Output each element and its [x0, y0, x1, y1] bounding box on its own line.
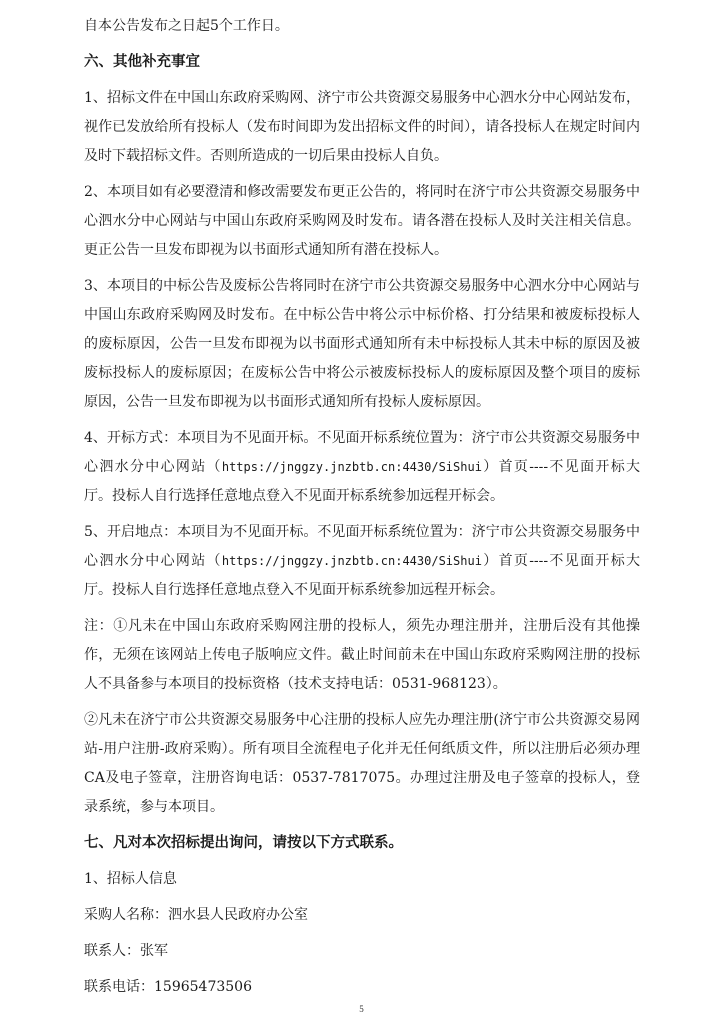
item-5-url: https://jnggzy.jnzbtb.cn:4430/SiShui	[221, 554, 482, 568]
contact-phone: 联系电话：15965473506	[84, 979, 252, 995]
document-page	[84, 12, 640, 1009]
page-number: 5	[359, 1004, 364, 1014]
section-7-heading: 七、凡对本次招标提出询问，请按以下方式联系。	[84, 835, 403, 851]
section-6-item-4	[84, 424, 640, 511]
item-5-text-end: ）首页----不见面开标大厅。投标人自行选择任意地点登入不见面开标系统参加远程开标会。	[84, 553, 641, 598]
note-1: 注：①凡未在中国山东政府采购网注册的投标人，须先办理注册并，注册后没有其他操作，无须在该网站上传电子版响应文件。截止时间前未在中国山东政府采购网注册的投标人不具备参与本项目的投标资格（技术支持电话：0531-968123）。	[84, 618, 640, 692]
item-4-url: https://jnggzy.jnzbtb.cn:4430/SiShui	[221, 460, 482, 474]
section-6-heading: 六、其他补充事宜	[84, 54, 200, 70]
purchaser-name: 采购人名称：泗水县人民政府办公室	[84, 907, 308, 923]
section-6-item-3: 3、本项目的中标公告及废标公告将同时在济宁市公共资源交易服务中心泗水分中心网站与中国山东政府采购网及时发布。在中标公告中将公示中标价格、打分结果和被废标投标人的废标原因，公告一旦发布即视为以书面形式通知所有未中标投标人其未中标的原因及被废标投标人的废标原因；在废标公告中将公示被废标投标人的废标原因及整个项目的废标原因，公告一旦发布即视为以书面形式通知所有投标人废标原因。	[84, 278, 640, 410]
section-6-item-5	[84, 518, 640, 605]
item-4-text-end: ）首页----不见面开标大厅。投标人自行选择任意地点登入不见面开标系统参加远程开标会。	[84, 459, 641, 504]
note-2: ②凡未在济宁市公共资源交易服务中心注册的投标人应先办理注册(济宁市公共资源交易网站-用户注册-政府采购）。所有项目全流程电子化并无任何纸质文件，所以注册后必须办理CA及电子签章，注册咨询电话：0537-7817075。办理过注册及电子签章的投标人，登录系统，参与本项目。	[84, 712, 640, 815]
intro-line: 自本公告发布之日起5个工作日。	[84, 18, 289, 34]
section-6-item-1: 1、招标文件在中国山东政府采购网、济宁市公共资源交易服务中心泗水分中心网站发布，视作已发放给所有投标人（发布时间即为发出招标文件的时间），请各投标人在规定时间内及时下载招标文件。否则所造成的一切后果由投标人自负。	[84, 90, 640, 164]
item-4-text-start: 4、开标方式：本项目为不见面开标。不见面开标系统位置为：济宁市公共资源交易服务中心泗水分中心网站（	[84, 430, 640, 475]
contact-person: 联系人：张军	[84, 943, 168, 959]
section-7-sub-1: 1、招标人信息	[84, 871, 177, 887]
section-6-item-2: 2、本项目如有必要澄清和修改需要发布更正公告的，将同时在济宁市公共资源交易服务中心泗水分中心网站与中国山东政府采购网及时发布。请各潜在投标人及时关注相关信息。更正公告一旦发布即视为以书面形式通知所有潜在投标人。	[84, 184, 640, 258]
item-5-text-start: 5、开启地点：本项目为不见面开标。不见面开标系统位置为：济宁市公共资源交易服务中心泗水分中心网站（	[84, 524, 640, 569]
